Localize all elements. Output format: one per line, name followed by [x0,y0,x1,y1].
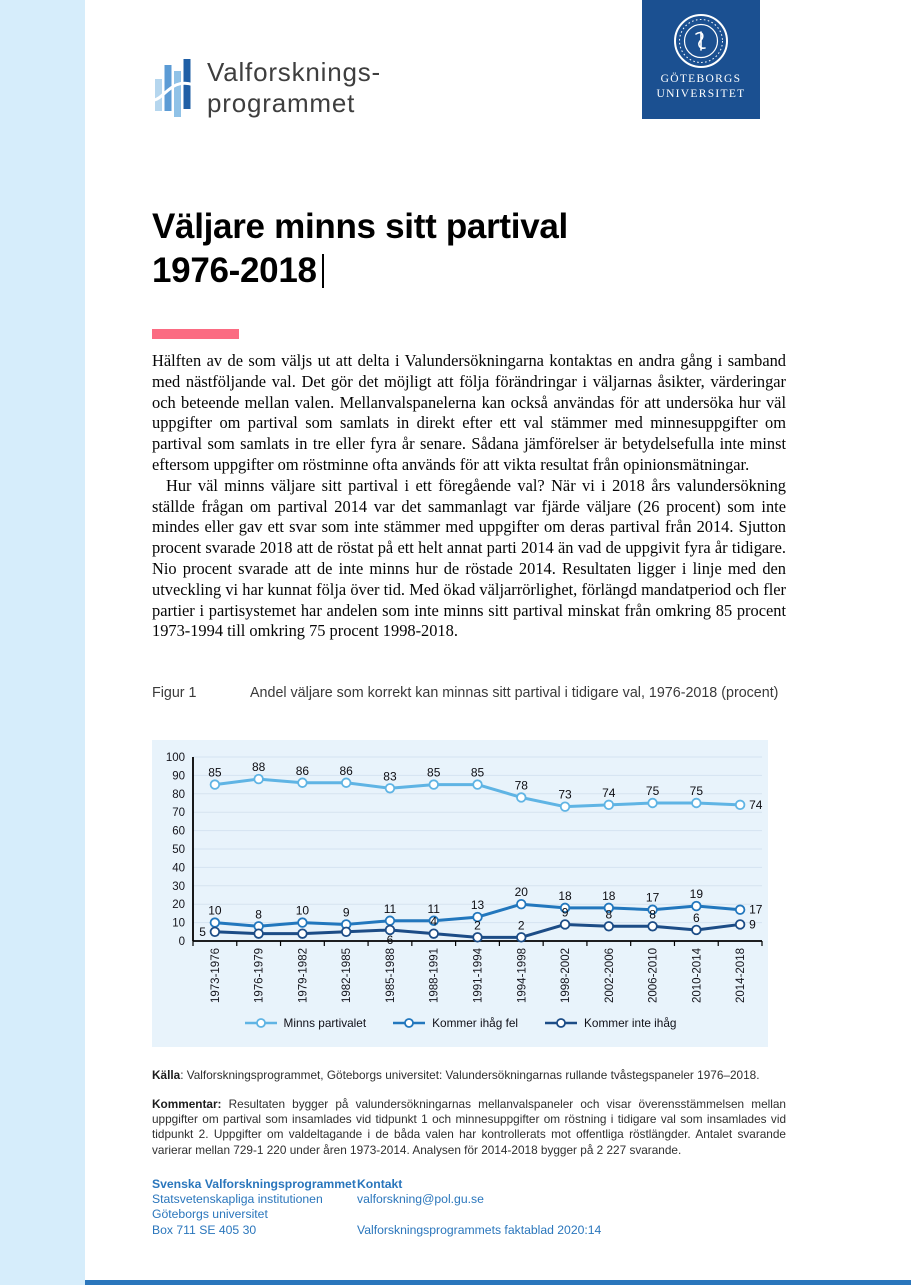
legend-item [392,1016,518,1030]
figure-1-plot [152,740,768,1047]
svg-text:18: 18 [558,888,572,903]
footer-publication: Valforskningsprogrammets faktablad 2020:14 [357,1222,602,1237]
legend-line-marker-icon [392,1017,426,1029]
svg-text:50: 50 [172,844,185,856]
svg-text:6: 6 [386,932,394,947]
program-logo-text [207,57,381,119]
footer-contact-label: Kontakt [357,1177,403,1191]
program-logo [155,55,381,119]
svg-text:1998-2002: 1998-2002 [560,948,573,1003]
legend-label: Minns partivalet [283,1016,367,1030]
university-name-line2: UNIVERSITET [656,88,746,100]
svg-text:75: 75 [645,784,660,798]
footer-program-name: Svenska Valforskningsprogrammet [152,1177,356,1191]
svg-text:1982-1985: 1982-1985 [341,948,354,1003]
footer-address-line: Göteborgs universitet [152,1207,268,1222]
svg-text:88: 88 [251,760,266,775]
footer-address-column [152,1177,357,1238]
legend-line-marker-icon [544,1017,578,1029]
figure-caption [152,684,792,703]
svg-text:18: 18 [602,888,616,903]
svg-text:1976-1979: 1976-1979 [253,948,266,1003]
logo-line2: programmet [207,88,356,118]
svg-text:11: 11 [383,901,397,916]
figure-label: Figur 1 [152,685,197,701]
figure-1-chart [152,740,768,1047]
svg-text:80: 80 [172,788,185,801]
svg-text:70: 70 [172,807,185,820]
svg-text:2: 2 [474,918,481,933]
comment-note [152,1097,786,1158]
svg-text:30: 30 [172,880,185,893]
paragraph-2: Hur väl minns väljare sitt partival i ett föregående val? När vi i 2018 års valundersökning ställde frågan om partival 2014 var det sammanlagt var fjärde väljare (26 procent) som inte mindes eller gav ett svar som inte stämmer med uppgifter om deras partival från 2014. Sjutton procent svarade 2018 att de röstat på ett helt annat parti 2014 än vad de uppgivit fyra år tidigare. Nio procent svarade att de inte minns hur de röstade 2014. Resultaten ligger i linje med den utveckling vi har kunnat följa över tid. Med ökad väljarrörlighet, förlängd mandatperiod och fler partier i partisystemet har andelen som inte minns sitt partival minskat från omkring 85 procent 1973-1994 till omkring 75 procent 1998-2018. [152,475,786,641]
bottom-accent-bar [85,1280,911,1285]
svg-text:73: 73 [558,787,572,802]
legend-item [544,1016,676,1030]
title-line2: 1976-2018 [152,251,317,290]
svg-text:9: 9 [561,905,569,920]
svg-text:2010-2014: 2010-2014 [691,948,704,1003]
svg-text:8: 8 [255,907,262,922]
svg-text:86: 86 [339,763,353,778]
svg-text:100: 100 [165,752,185,764]
left-margin-strip [0,0,85,1285]
svg-text:60: 60 [172,825,185,838]
svg-text:5: 5 [199,924,206,939]
svg-text:1991-1994: 1991-1994 [472,948,485,1003]
svg-text:20: 20 [514,885,528,900]
svg-text:1973-1976: 1973-1976 [209,948,222,1003]
svg-text:10: 10 [172,917,185,930]
svg-text:0: 0 [178,936,185,948]
svg-text:85: 85 [470,765,485,780]
svg-text:6: 6 [693,910,700,925]
footer-address-line: Box 711 SE 405 30 [152,1222,257,1237]
bar-chart-logo-icon [155,55,193,119]
svg-text:90: 90 [172,770,185,783]
svg-text:9: 9 [342,905,350,920]
contact-email-link[interactable]: valforskning@pol.gu.se [357,1192,484,1207]
figure-caption-text: Andel väljare som korrekt kan minnas sitt partival i tidigare val, 1976-2018 (procent) [250,685,779,701]
svg-text:2006-2010: 2006-2010 [647,948,660,1003]
svg-text:85: 85 [208,765,222,780]
svg-text:19: 19 [689,887,704,902]
text-cursor [322,254,324,288]
svg-text:8: 8 [649,907,656,922]
svg-text:20: 20 [172,899,185,912]
svg-text:74: 74 [749,797,763,812]
university-name-line1: GÖTEBORGS [660,73,742,85]
page-footer [152,1177,772,1238]
svg-text:17: 17 [645,890,660,905]
legend-line-marker-icon [244,1017,278,1029]
svg-text:10: 10 [295,903,310,918]
svg-text:75: 75 [689,784,704,798]
svg-text:2: 2 [517,918,525,933]
series-kommer-ihåg-fel [208,885,763,933]
svg-text:8: 8 [605,907,613,922]
source-label: Källa [152,1068,181,1082]
svg-text:1988-1991: 1988-1991 [428,948,441,1003]
svg-text:11: 11 [427,901,440,916]
svg-text:4: 4 [430,914,438,929]
body-text [152,351,786,642]
footer-address-line: Statsvetenskapliga institutionen [152,1192,323,1207]
svg-text:2002-2006: 2002-2006 [603,948,616,1003]
source-note [152,1068,786,1083]
svg-text:86: 86 [295,763,310,778]
svg-text:78: 78 [514,778,528,793]
legend-item [244,1016,367,1030]
svg-text:40: 40 [172,862,185,875]
svg-text:10: 10 [208,903,222,918]
paragraph-1: Hälften av de som väljs ut att delta i Valundersökningarna kontaktas en andra gång i samband med nästföljande val. Det gör det möjligt att följa förändringar i väljarnas åsikter, värderingar och beteende mellan valen. Mellanvalspanelerna kan också användas för att undersöka hur väl uppgifter om partival som samlats in direkt efter ett val stämmer med minnesuppgifter om partival som samlats in tre eller fyra år senare. Sådana jämförelser är betydelsefulla inte minst eftersom uppgifter om röstminne ofta används för att vikta resultat från opinionsmätningar. [152,351,786,474]
svg-text:2014-2018: 2014-2018 [735,948,748,1003]
footer-contact-column [357,1177,601,1238]
legend-label: Kommer ihåg fel [432,1016,519,1030]
source-text: : Valforskningsprogrammet, Göteborgs universitet: Valundersökningarnas rullande tvåstegspaneler 1976–2018. [180,1068,760,1082]
legend-label: Kommer inte ihåg [584,1016,677,1030]
svg-text:85: 85 [427,765,441,780]
svg-text:1985-1988: 1985-1988 [384,948,397,1003]
goteborgs-universitet-seal-icon [672,12,730,70]
svg-text:17: 17 [749,902,763,917]
chart-legend [152,1016,768,1030]
svg-text:83: 83 [383,769,397,784]
university-logo [642,0,760,119]
title-accent-bar [152,329,239,339]
title-line1: Väljare minns sitt partival [152,207,568,246]
svg-text:13: 13 [470,898,485,913]
svg-text:9: 9 [749,917,756,932]
svg-text:1979-1982: 1979-1982 [297,948,310,1003]
comment-text: Resultaten bygger på valundersökningarnas mellanvalspaneler och visar överensstämmelsen mellan uppgifter om partival som insamlades vid tidpunkt 1 och minnesuppgifter om röstning i tidigare val som insamlades vid tidpunkt 2. Uppgifter om valdeltagande i de båda valen har kontrollerats mot offentliga röstlängder. Antalet svarande varierar mellan 729-1 220 under åren 1973-2014. Analysen för 2014-2018 bygger på 2 227 svarande. [152,1097,786,1157]
svg-text:74: 74 [602,785,616,800]
logo-line1: Valforsknings- [207,57,382,87]
svg-text:1994-1998: 1994-1998 [516,948,529,1003]
comment-label: Kommentar: [152,1097,222,1111]
page-title [152,205,792,293]
series-minns-partivalet [208,760,763,812]
